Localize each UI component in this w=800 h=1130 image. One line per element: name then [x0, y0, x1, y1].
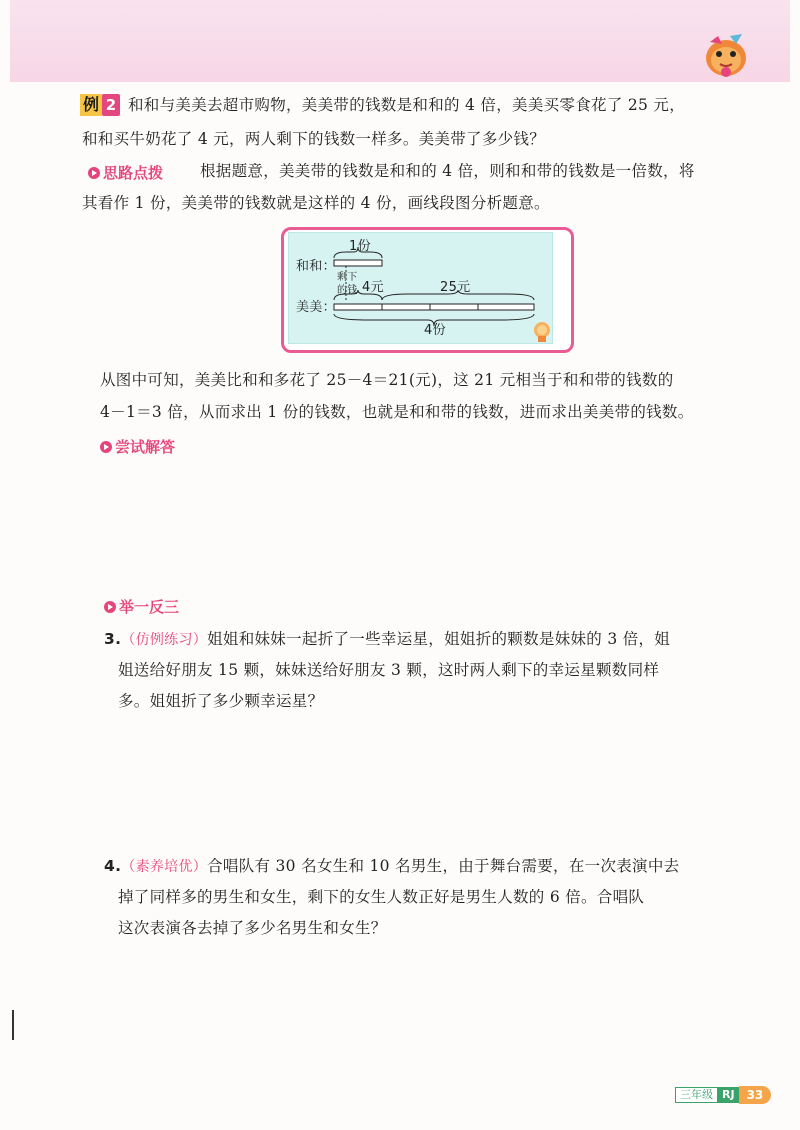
diagram-label-meimei: 美美： [296, 300, 336, 315]
question-4-text-1: 合唱队有 30 名女生和 10 名男生，由于舞台需要，在一次表演中去 [207, 857, 680, 875]
diagram-label-hehe: 和和： [296, 259, 336, 274]
diagram-label-4yuan: 4元 [362, 280, 384, 295]
question-3-line-3: 多。姐姐折了多少颗幸运星？ [118, 692, 324, 710]
question-3-tag: （仿例练习） [121, 632, 208, 648]
play-icon [100, 441, 112, 453]
practice-title: 举一反三 [119, 598, 180, 616]
play-icon [104, 601, 116, 613]
diagram-label-remaining-2: 的钱 [337, 285, 358, 296]
question-4-line-1 [104, 855, 679, 878]
footer-badge [675, 1086, 771, 1104]
example-text-line-2: 和和买牛奶花了 4 元，两人剩下的钱数一样多。美美带了多少钱？ [82, 130, 546, 148]
mascot-icon [700, 28, 752, 80]
diagram-drawing [288, 232, 553, 344]
question-3-line-2: 姐送给好朋友 15 颗，妹妹送给好朋友 3 颗，这时两人剩下的幸运星颗数同样 [118, 661, 660, 679]
question-4-line-3: 这次表演各去掉了多少名男生和女生？ [118, 919, 387, 937]
diagram-label-25yuan: 25元 [440, 280, 471, 295]
question-4-line-2: 掉了同样多的男生和女生，剩下的女生人数正好是男生人数的 6 倍。合唱队 [118, 888, 645, 906]
question-3-line-1 [104, 628, 670, 651]
binding-mark [12, 1010, 14, 1040]
analysis-line-1: 从图中可知，美美比和和多花了 25－4＝21(元)，这 21 元相当于和和带的钱数的 [100, 371, 674, 389]
question-4-number: 4. [104, 857, 122, 875]
page-number: 33 [739, 1086, 772, 1104]
hint-text-line-2: 其看作 1 份，美美带的钱数就是这样的 4 份，画线段图分析题意。 [82, 194, 550, 212]
question-3-number: 3. [104, 630, 122, 648]
hint-title: 思路点拨 [103, 164, 164, 182]
grade-label: 三年级 [675, 1087, 718, 1103]
question-3-text-1: 姐姐和妹妹一起折了一些幸运星，姐姐折的颗数是妹妹的 3 倍，姐 [207, 630, 671, 648]
diagram-label-four-parts: 4份 [424, 323, 446, 338]
example-text-line-1: 和和与美美去超市购物，美美带的钱数是和和的 4 倍，美美买零食花了 25 元， [128, 96, 685, 114]
hint-heading [88, 162, 163, 183]
diagram-label-one-part: 1份 [349, 239, 371, 254]
analysis-line-2: 4－1＝3 倍，从而求出 1 份的钱数，也就是和和带的钱数，进而求出美美带的钱数。 [100, 403, 694, 421]
try-answer-title: 尝试解答 [115, 438, 176, 456]
edition-label: RJ [718, 1087, 739, 1103]
example-number: 2 [102, 94, 120, 116]
example-tag [80, 93, 120, 117]
hint-text-line-1: 根据题意，美美带的钱数是和和的 4 倍，则和和带的钱数是一倍数，将 [200, 162, 695, 180]
diagram-label-remaining-1: 剩下 [337, 272, 358, 283]
question-4-tag: （素养培优） [121, 859, 208, 875]
example-label: 例 [80, 94, 102, 116]
play-icon [88, 167, 100, 179]
practice-heading [104, 596, 179, 617]
header-band [10, 0, 790, 82]
try-answer-heading [100, 436, 175, 457]
